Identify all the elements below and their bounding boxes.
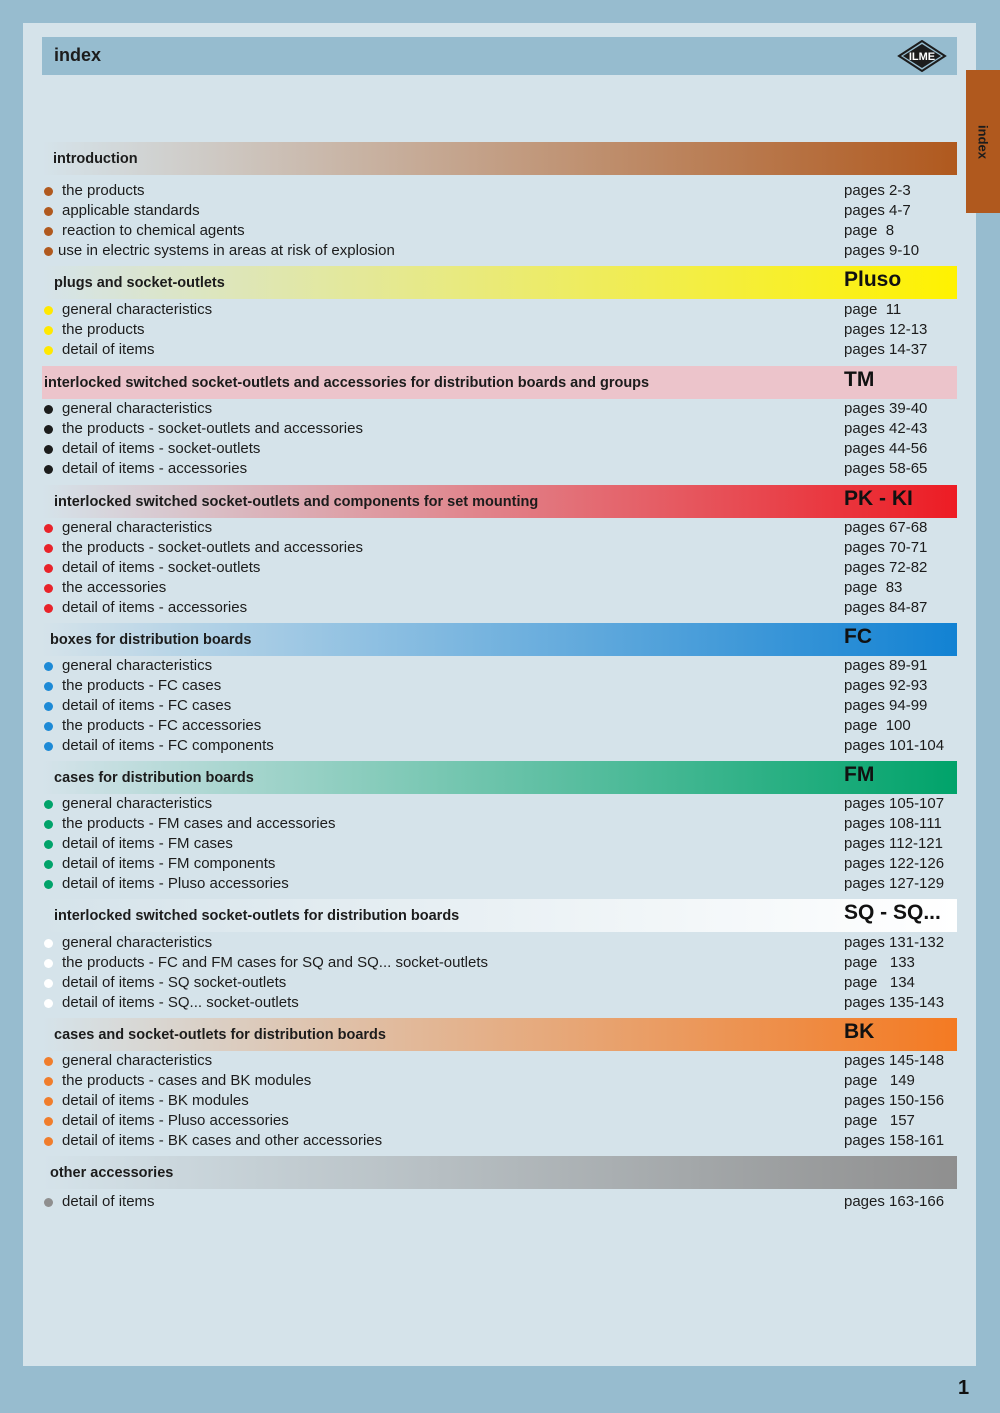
bullet-icon: [44, 524, 53, 533]
section-header[interactable]: [42, 761, 957, 794]
bullet-icon: [44, 939, 53, 948]
entry-label: the products - FC and FM cases for SQ and SQ... socket-outlets: [62, 954, 489, 971]
section-header[interactable]: [42, 1156, 957, 1189]
entry-pages: pages 9-10: [844, 242, 920, 259]
entry-pages: pages 4-7: [844, 202, 911, 219]
index-entry[interactable]: [0, 598, 1000, 618]
entry-label: the products - FC cases: [62, 677, 222, 694]
entry-label: general characteristics: [62, 1052, 213, 1069]
entry-label: general characteristics: [62, 519, 213, 536]
entry-label: applicable standards: [62, 202, 200, 219]
section-code: SQ - SQ...: [844, 901, 941, 924]
bullet-icon: [44, 445, 53, 454]
entry-label: detail of items - socket-outlets: [62, 559, 261, 576]
section-code: FM: [844, 763, 875, 786]
entry-pages: page 8: [844, 222, 895, 239]
entry-pages: pages 58-65: [844, 460, 928, 477]
entry-pages: page 149: [844, 1072, 915, 1089]
entry-label: detail of items - FM components: [62, 855, 276, 872]
index-entry[interactable]: [0, 439, 1000, 459]
bullet-icon: [44, 959, 53, 968]
index-entry[interactable]: [0, 953, 1000, 973]
section-title: cases and socket-outlets for distribution boards: [54, 1027, 386, 1043]
section-title: interlocked switched socket-outlets and components for set mounting: [54, 494, 539, 510]
bullet-icon: [44, 840, 53, 849]
entry-pages: pages 158-161: [844, 1132, 945, 1149]
entry-label: detail of items: [62, 341, 155, 358]
bullet-icon: [44, 425, 53, 434]
entry-label: general characteristics: [62, 657, 213, 674]
index-entry[interactable]: [0, 1051, 1000, 1071]
index-entry[interactable]: [0, 933, 1000, 953]
entry-pages: pages 163-166: [844, 1193, 945, 1210]
bullet-icon: [44, 722, 53, 731]
section-header[interactable]: [42, 366, 957, 399]
entry-pages: page 83: [844, 579, 903, 596]
bullet-icon: [44, 662, 53, 671]
bullet-icon: [44, 979, 53, 988]
index-entry[interactable]: [0, 340, 1000, 360]
entry-label: the products - FM cases and accessories: [62, 815, 336, 832]
entry-pages: pages 122-126: [844, 855, 945, 872]
section-title: interlocked switched socket-outlets for distribution boards: [54, 908, 460, 924]
entry-pages: pages 89-91: [844, 657, 928, 674]
bullet-icon: [44, 465, 53, 474]
entry-pages: pages 12-13: [844, 321, 928, 338]
entry-label: detail of items - FM cases: [62, 835, 233, 852]
page-title: index: [54, 45, 102, 65]
entry-pages: pages 135-143: [844, 994, 945, 1011]
entry-label: use in electric systems in areas at risk of explosion: [58, 242, 395, 259]
entry-pages: page 157: [844, 1112, 915, 1129]
bullet-icon: [44, 1097, 53, 1106]
entry-pages: pages 127-129: [844, 875, 945, 892]
entry-pages: pages 14-37: [844, 341, 928, 358]
entry-label: detail of items - SQ... socket-outlets: [62, 994, 299, 1011]
bullet-icon: [44, 306, 53, 315]
bullet-icon: [44, 1077, 53, 1086]
bullet-icon: [44, 682, 53, 691]
index-entry[interactable]: [0, 1131, 1000, 1151]
bullet-icon: [44, 999, 53, 1008]
entry-label: general characteristics: [62, 301, 213, 318]
entry-label: detail of items - BK cases and other accessories: [62, 1132, 383, 1149]
entry-label: the products - socket-outlets and accessories: [62, 420, 363, 437]
entry-pages: page 134: [844, 974, 915, 991]
entry-label: the products - socket-outlets and accessories: [62, 539, 363, 556]
index-entry[interactable]: [0, 1111, 1000, 1131]
bullet-icon: [44, 702, 53, 711]
index-entry[interactable]: [0, 399, 1000, 419]
index-entry[interactable]: [0, 993, 1000, 1013]
index-entry[interactable]: [0, 181, 1000, 201]
index-entry[interactable]: [0, 1071, 1000, 1091]
entry-pages: pages 67-68: [844, 519, 928, 536]
entry-pages: pages 101-104: [844, 737, 945, 754]
entry-label: the products - FC accessories: [62, 717, 262, 734]
entry-label: detail of items - socket-outlets: [62, 440, 261, 457]
entry-pages: pages 44-56: [844, 440, 928, 457]
entry-pages: pages 105-107: [844, 795, 945, 812]
bullet-icon: [44, 247, 53, 256]
entry-label: general characteristics: [62, 795, 213, 812]
index-entry[interactable]: [0, 973, 1000, 993]
bullet-icon: [44, 604, 53, 613]
section-title: cases for distribution boards: [54, 770, 254, 786]
entry-label: detail of items - SQ socket-outlets: [62, 974, 287, 991]
index-entry[interactable]: [0, 1192, 1000, 1212]
entry-pages: pages 70-71: [844, 539, 928, 556]
entry-label: detail of items: [62, 1193, 155, 1210]
section-title: interlocked switched socket-outlets and accessories for distribution boards and groups: [44, 375, 650, 391]
bullet-icon: [44, 405, 53, 414]
section-title: introduction: [53, 151, 138, 167]
section-code: TM: [844, 368, 875, 391]
index-entry[interactable]: [0, 696, 1000, 716]
svg-text:ILME: ILME: [908, 51, 936, 63]
index-entry[interactable]: [0, 419, 1000, 439]
entry-label: general characteristics: [62, 400, 213, 417]
index-entry[interactable]: [0, 874, 1000, 894]
entry-pages: pages 84-87: [844, 599, 928, 616]
bullet-icon: [44, 1137, 53, 1146]
entry-label: detail of items - accessories: [62, 599, 248, 616]
entry-pages: pages 150-156: [844, 1092, 945, 1109]
index-entry[interactable]: [0, 241, 1000, 261]
index-entry[interactable]: [0, 221, 1000, 241]
entry-label: the products: [62, 321, 145, 338]
entry-pages: pages 108-111: [844, 815, 942, 832]
section-code: Pluso: [844, 268, 902, 291]
index-entry[interactable]: [0, 834, 1000, 854]
section-code: PK - KI: [844, 487, 913, 510]
index-entry[interactable]: [0, 736, 1000, 756]
index-entry[interactable]: [0, 676, 1000, 696]
section-code: BK: [844, 1020, 875, 1043]
section-header[interactable]: [42, 899, 957, 932]
bullet-icon: [44, 860, 53, 869]
bullet-icon: [44, 880, 53, 889]
page-number: 1: [958, 1377, 970, 1399]
bullet-icon: [44, 820, 53, 829]
entry-label: detail of items - accessories: [62, 460, 248, 477]
entry-label: the products: [62, 182, 145, 199]
bullet-icon: [44, 564, 53, 573]
entry-pages: page 133: [844, 954, 915, 971]
entry-label: detail of items - FC components: [62, 737, 274, 754]
index-entry[interactable]: [0, 538, 1000, 558]
entry-label: detail of items - FC cases: [62, 697, 232, 714]
index-entry[interactable]: [0, 794, 1000, 814]
index-entry[interactable]: [0, 814, 1000, 834]
section-header[interactable]: [42, 1018, 957, 1051]
section-header[interactable]: [42, 142, 957, 175]
bullet-icon: [44, 1198, 53, 1207]
entry-label: the products - cases and BK modules: [62, 1072, 312, 1089]
bullet-icon: [44, 1117, 53, 1126]
index-entry[interactable]: [0, 656, 1000, 676]
index-entry[interactable]: [0, 518, 1000, 538]
entry-pages: page 100: [844, 717, 911, 734]
index-entry[interactable]: [0, 201, 1000, 221]
entry-pages: pages 145-148: [844, 1052, 945, 1069]
entry-label: the accessories: [62, 579, 167, 596]
index-entry[interactable]: [0, 558, 1000, 578]
bullet-icon: [44, 227, 53, 236]
bullet-icon: [44, 1057, 53, 1066]
index-entry[interactable]: [0, 578, 1000, 598]
bullet-icon: [44, 326, 53, 335]
index-entry[interactable]: [0, 716, 1000, 736]
section-title: plugs and socket-outlets: [54, 275, 225, 291]
bullet-icon: [44, 544, 53, 553]
entry-label: detail of items - Pluso accessories: [62, 875, 289, 892]
section-title: other accessories: [50, 1165, 174, 1181]
entry-pages: pages 2-3: [844, 182, 911, 199]
entry-pages: pages 92-93: [844, 677, 928, 694]
section-code: FC: [844, 625, 872, 648]
entry-label: reaction to chemical agents: [62, 222, 245, 239]
entry-label: detail of items - BK modules: [62, 1092, 249, 1109]
entry-pages: pages 94-99: [844, 697, 928, 714]
bullet-icon: [44, 584, 53, 593]
index-entry[interactable]: [0, 300, 1000, 320]
entry-pages: pages 42-43: [844, 420, 928, 437]
bullet-icon: [44, 187, 53, 196]
bullet-icon: [44, 346, 53, 355]
index-entry[interactable]: [0, 320, 1000, 340]
bullet-icon: [44, 207, 53, 216]
bullet-icon: [44, 800, 53, 809]
entry-label: general characteristics: [62, 934, 213, 951]
index-entry[interactable]: [0, 459, 1000, 479]
side-tab-label: index: [975, 124, 991, 159]
entry-pages: pages 39-40: [844, 400, 928, 417]
section-header[interactable]: [42, 485, 957, 518]
bullet-icon: [44, 742, 53, 751]
index-entry[interactable]: [0, 1091, 1000, 1111]
section-header[interactable]: [42, 266, 957, 299]
index-entry[interactable]: [0, 854, 1000, 874]
entry-label: detail of items - Pluso accessories: [62, 1112, 289, 1129]
section-title: boxes for distribution boards: [50, 632, 252, 648]
entry-pages: pages 131-132: [844, 934, 945, 951]
entry-pages: pages 112-121: [844, 835, 943, 852]
entry-pages: page 11: [844, 301, 902, 318]
entry-pages: pages 72-82: [844, 559, 928, 576]
section-header[interactable]: [42, 623, 957, 656]
